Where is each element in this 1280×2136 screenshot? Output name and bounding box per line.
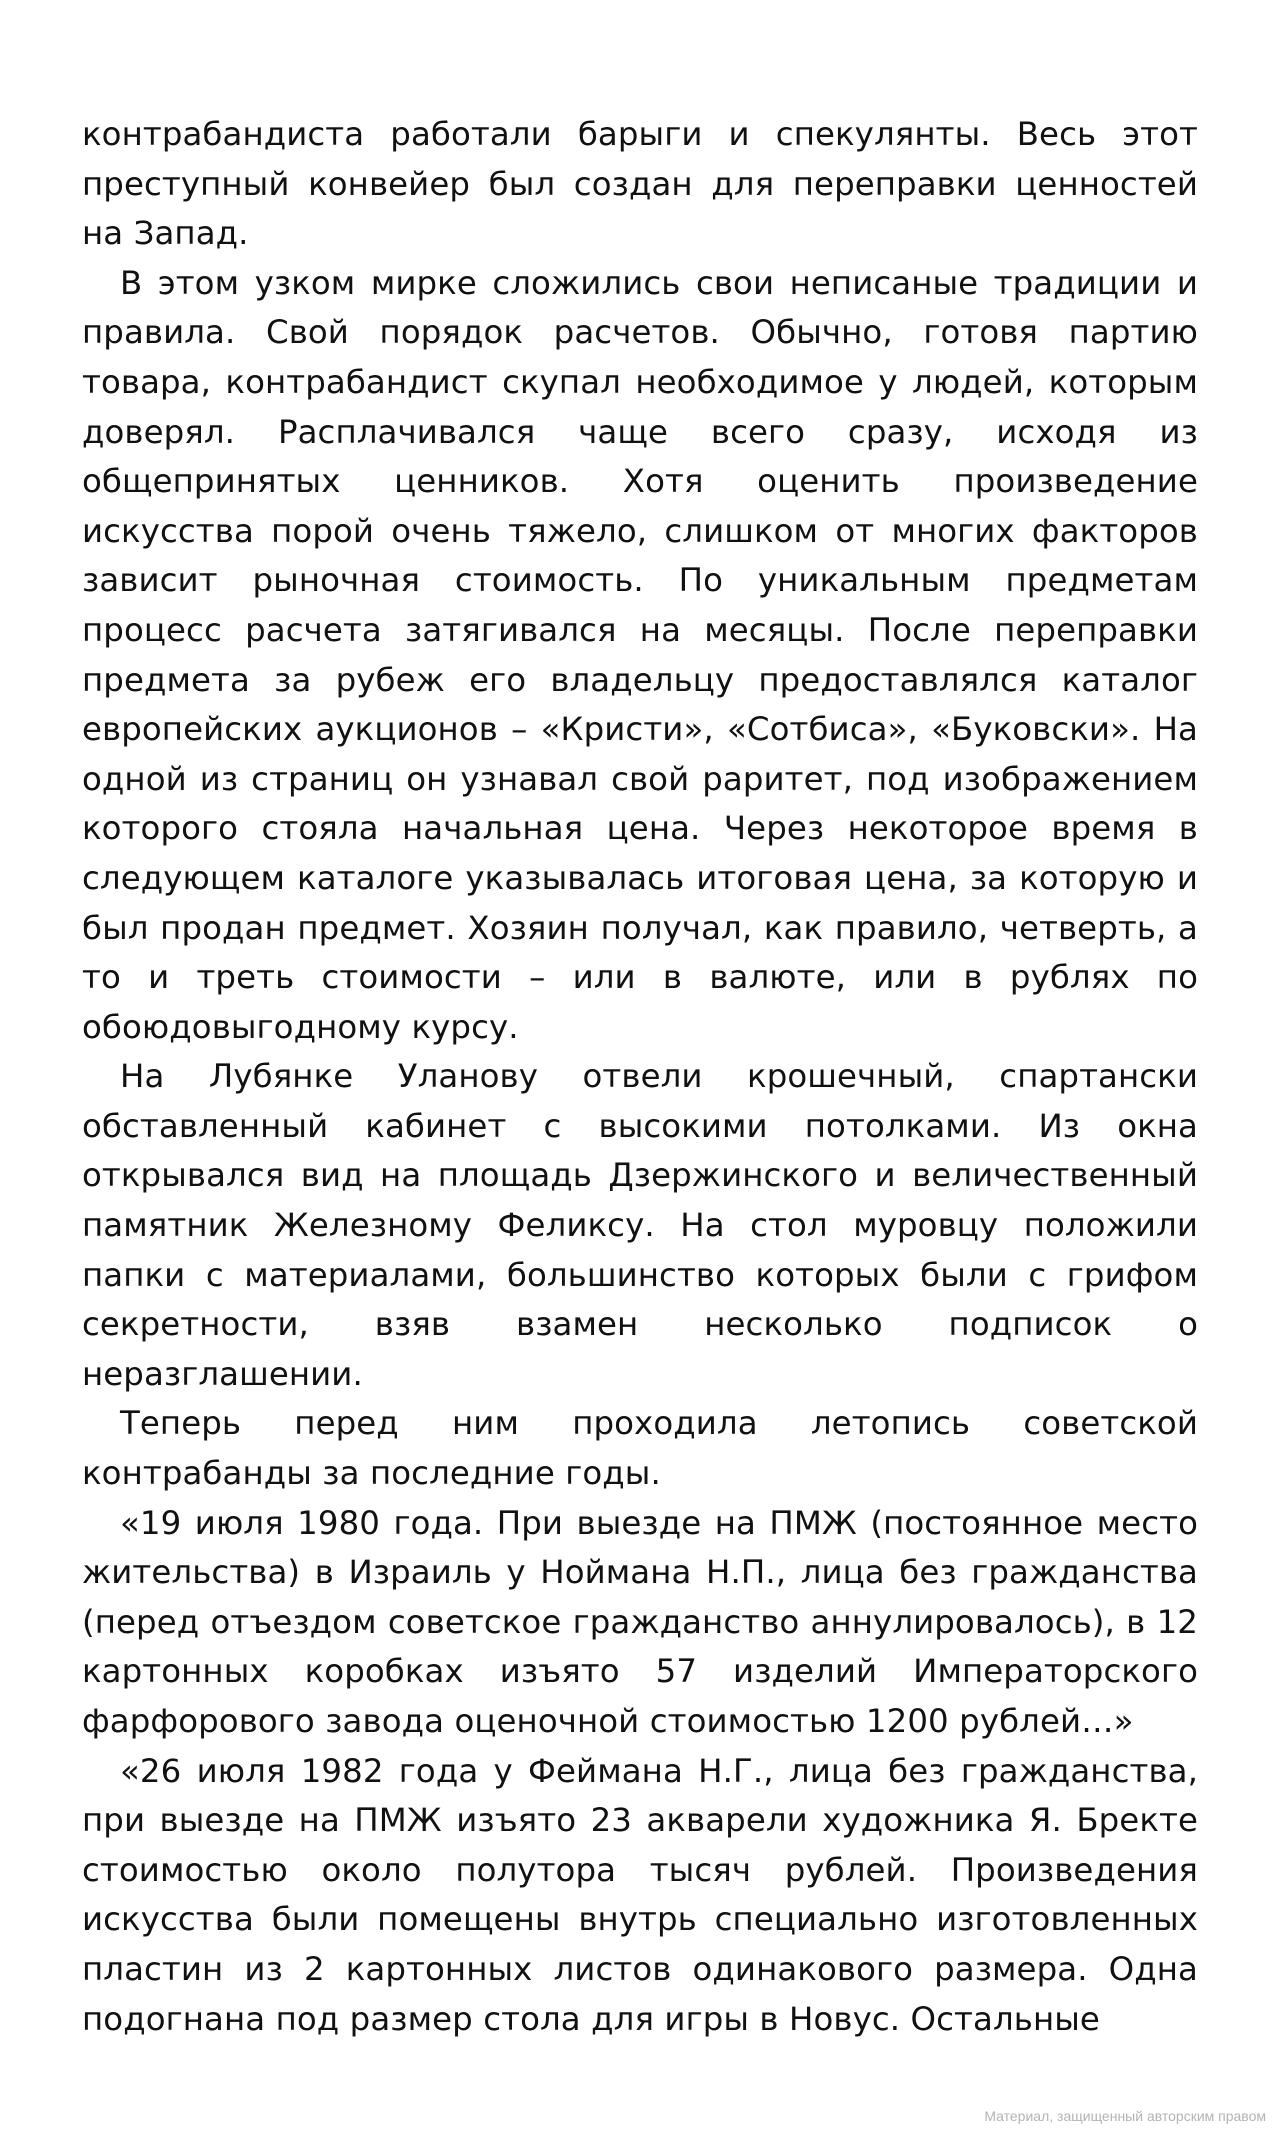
document-body xyxy=(82,110,1198,2044)
paragraph-4: Теперь перед ним проходила летопись советской контрабанды за последние годы. xyxy=(82,1404,1198,1493)
paragraph-6: «26 июля 1982 года у Феймана Н.Г., лица без гражданства, при выезде на ПМЖ изъято 23 акварели художника Я. Бректе стоимостью около полутора тысяч рублей. Произведения искусства были помещены внутрь специально изготовленных пластин из 2 картонных листов одинакового размера. Одна подогнана под размер стола для игры в Новус. Остальные xyxy=(82,1751,1198,2038)
paragraph-2: В этом узком мирке сложились свои неписаные традиции и правила. Свой порядок расчетов. Обычно, готовя партию товара, контрабандист скупал необходимое у людей, которым доверял. Расплачивался чаще всего сразу, исходя из общепринятых ценников. Хотя оценить произведение искусства порой очень тяжело, слишком от многих факторов зависит рыночная стоимость. По уникальным предметам процесс расчета затягивался на месяцы. После переправки предмета за рубеж его владельцу предоставлялся каталог европейских аукционов – «Кристи», «Сотбиса», «Буковски». На одной из страниц он узнавал свой раритет, под изображением которого стояла начальная цена. Через некоторое время в следующем каталоге указывалась итоговая цена, за которую и был продан предмет. Хозяин получал, как правило, четверть, а то и треть стоимости – или в валюте, или в рублях по обоюдовыгодному курсу. xyxy=(82,263,1198,1046)
copyright-notice: Материал, защищенный авторским правом xyxy=(984,2108,1266,2124)
paragraph-1: контрабандиста работали барыги и спекулянты. Весь этот преступный конвейер был создан для переправки ценностей на Запад. xyxy=(82,115,1198,253)
paragraph-5: «19 июля 1980 года. При выезде на ПМЖ (постоянное место жительства) в Израиль у Ноймана Н.П., лица без гражданства (перед отъездом советское гражданство аннулировалось), в 12 картонных коробках изъято 57 изделий Императорского фарфорового завода оценочной стоимостью 1200 рублей…» xyxy=(82,1503,1198,1740)
paragraph-3: На Лубянке Уланову отвели крошечный, спартански обставленный кабинет с высокими потолками. Из окна открывался вид на площадь Дзержинского и величественный памятник Железному Феликсу. На стол муровцу положили папки с материалами, большинство которых были с грифом секретности, взяв взамен несколько подписок о неразглашении. xyxy=(82,1057,1198,1393)
